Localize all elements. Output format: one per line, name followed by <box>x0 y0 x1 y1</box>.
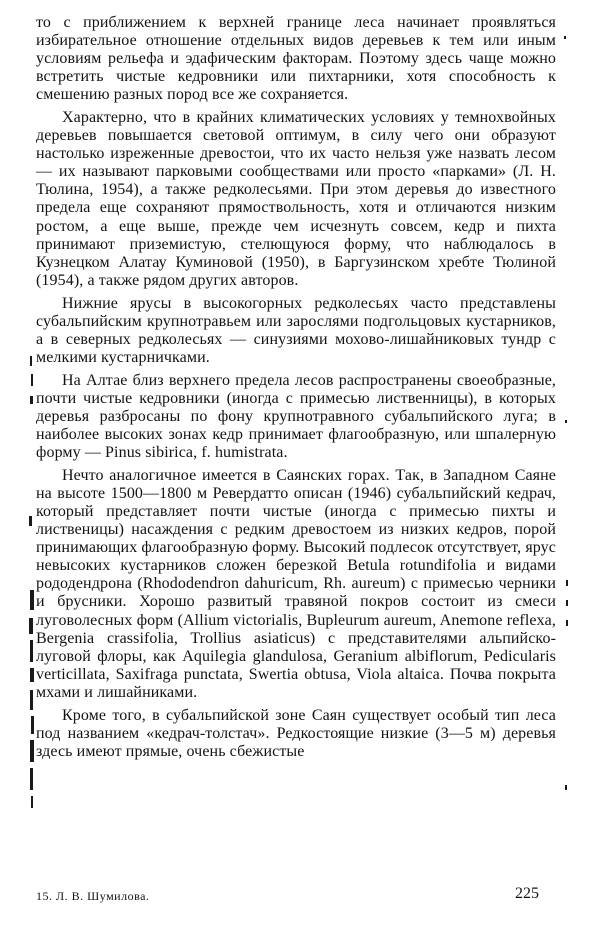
speck <box>565 420 567 423</box>
speck <box>31 716 34 734</box>
speck <box>30 396 33 404</box>
speck <box>30 768 33 790</box>
speck <box>31 374 33 386</box>
printer-signature: 15. Л. В. Шумилова. <box>36 889 150 903</box>
speck <box>565 785 567 790</box>
speck <box>30 740 34 762</box>
paragraph-1: то с приближением к верхней границе леса начинает проявляться избирательное отношение отдельных видов деревьев к тем или иным условиям рельефа и эдафическим факторам. Поэтому здесь чаще можно встретить чистые кедровники или пихтарники, хотя способность к смешению разных пород все же сохраняется. <box>36 14 556 104</box>
paragraph-5: Нечто аналогичное имеется в Саянских горах. Так, в Западном Саяне на высоте 1500—1800 м Ревердатто описан (1946) субальпийский кедрач, который представляет почти чистые (иногда с примесью пихты и лиственицы) насаждения с редким древостоем из низких кедров, порой принимающих флагообразную форму. Высокий подлесок отсутствует, ярус невысоких кустарников сложен березкой Betula rotundifolia и видами рододендрона (Rhododendron dahuricum, Rh. aureum) с примесью черники и брусники. Хорошо развитый травяной покров состоит из смеси луговолесных форм (Allium victorialis, Bupleurum aureum, Anemone reflexa, Bergenia crassifolia, Trollius asiaticus) с представителями альпийско-луговой флоры, как Aquilegia glandulosa, Geranium albiflorum, Pedicularis verticillata, Saxifraga punctata, Swertia obtusa, Viola altaica. Почва покрыта мхами и лишайниками. <box>36 467 556 701</box>
speck <box>30 690 33 710</box>
paragraph-3: Нижние ярусы в высокогорных редколесьях часто представлены субальпийским крупнотравьем или зарослями подгольцовых кустарников, а в северных редколесьях — синузиями мохово-лишайниковых тундр с мелкими кустарничками. <box>36 294 556 366</box>
paragraph-6: Кроме того, в субальпийской зоне Саян существует особый тип леса под названием «кедрач-толстач». Редкостоящие низкие (3—5 м) деревья здесь имеют прямые, очень сбежистые <box>36 706 556 760</box>
speck <box>30 640 33 662</box>
speck <box>564 36 566 39</box>
page-number: 225 <box>515 885 539 902</box>
right-edge-specks <box>564 36 568 790</box>
speck <box>30 356 32 366</box>
speck <box>29 618 33 634</box>
speck <box>566 580 568 586</box>
left-edge-specks <box>29 356 34 808</box>
speck <box>29 516 32 526</box>
paragraph-4: На Алтае близ верхнего предела лесов распространены своеобразные, почти чистые кедровники (иногда с примесью лиственницы), в которых деревья разбросаны по фону крупнотравного субальпийского луга; в наиболее высоких зонах кедр принимает флагообразную, или шпалерную форму — Pinus sibirica, f. humistrata. <box>36 371 556 462</box>
speck <box>566 600 568 606</box>
paragraph-2: Характерно, что в крайних климатических условиях у темнохвойных деревьев повышается световой оптимум, в силу чего они образуют настолько изреженные древостои, что их часто нельзя уже назвать лесом — их называют парковыми сообществами или просто «парками» (Л. Н. Тюлина, 1954), а также редколесьями. При этом деревья до известного предела еще сохраняют прямоствольность, хотя и отличаются низким ростом, а еще выше, прежде чем исчезнуть совсем, кедр и пихта принимают приземистую, стелющуюся форму, что наблюдалось в Кузнецком Алатау Куминовой (1950), в Баргузинском хребте Тюлиной (1954), а также рядом других авторов. <box>36 109 556 289</box>
speck <box>30 668 34 682</box>
speck <box>566 620 568 626</box>
speck <box>30 590 34 610</box>
body-text <box>36 14 556 766</box>
speck <box>31 796 33 808</box>
